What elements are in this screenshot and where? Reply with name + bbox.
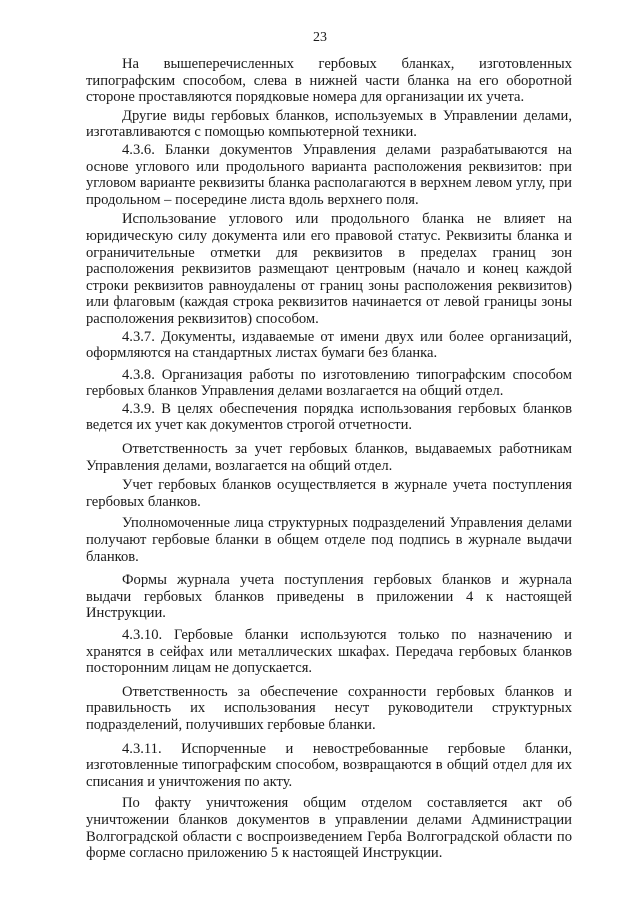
paragraph-4-3-10: 4.3.10. Гербовые бланки используются только по назначению и хранятся в сейфах или металлических шкафах. Передача гербовых бланков посторонним лицам не допускается. [86, 627, 572, 677]
paragraph-safekeeping-responsibility: Ответственность за обеспечение сохранности гербовых бланков и правильность их использования несут руководители структурных подразделений, получивших гербовые бланки. [86, 683, 572, 733]
paragraph-computer-blanks: Другие виды гербовых бланков, используемых в Управлении делами, изготавливаются с помощью компьютерной техники. [86, 107, 572, 141]
paragraph-blank-legal-force: Использование углового или продольного бланка не влияет на юридическую силу документа или его правовой статус. Реквизиты бланка и ограничительные отметки для реквизитов в пределах границ зон расположения реквизитов размещают центровым (начало и конец каждой строки реквизитов равноудалены от границ зоны расположения реквизитов) или флаговым (каждая строка реквизитов начинается от левой границы зоны расположения реквизитов) способом. [86, 211, 572, 327]
paragraph-4-3-8: 4.3.8. Организация работы по изготовлению типографским способом гербовых бланков Управления делами возлагается на общий отдел. [86, 366, 572, 400]
paragraph-authorized-persons: Уполномоченные лица структурных подразделений Управления делами получают гербовые бланки в общем отделе под подпись в журнале выдачи бланков. [86, 515, 572, 565]
paragraph-4-3-11: 4.3.11. Испорченные и невостребованные гербовые бланки, изготовленные типографским способом, возвращаются в общий отдел для их списания и уничтожения по акту. [86, 740, 572, 790]
paragraph-destruction-act: По факту уничтожения общим отделом составляется акт об уничтожении бланков документов в управлении делами Администрации Волгоградской области с воспроизведением Герба Волгоградской области по форме согласно приложению 5 к настоящей Инструкции. [86, 795, 572, 862]
paragraph-4-3-6: 4.3.6. Бланки документов Управления делами разрабатываются на основе углового или продольного варианта расположения реквизитов: при угловом варианте реквизиты бланка располагаются в верхнем левом углу, при продольном – посередине листа вдоль верхнего поля. [86, 141, 572, 208]
paragraph-4-3-9: 4.3.9. В целях обеспечения порядка использования гербовых бланков ведется их учет как документов строгой отчетности. [86, 400, 572, 434]
paragraph-numbering-note: На вышеперечисленных гербовых бланках, изготовленных типографским способом, слева в нижней части бланка на его оборотной стороне проставляются порядковые номера для организации их учета. [86, 56, 572, 106]
page-number: 23 [313, 30, 327, 45]
document-body [86, 56, 572, 862]
paragraph-receipt-journal: Учет гербовых бланков осуществляется в журнале учета поступления гербовых бланков. [86, 477, 572, 510]
paragraph-accounting-responsibility: Ответственность за учет гербовых бланков, выдаваемых работникам Управления делами, возлагается на общий отдел. [86, 441, 572, 474]
paragraph-4-3-7: 4.3.7. Документы, издаваемые от имени двух или более организаций, оформляются на стандартных листах бумаги без бланка. [86, 328, 572, 362]
paragraph-journal-forms: Формы журнала учета поступления гербовых бланков и журнала выдачи гербовых бланков приведены в приложении 4 к настоящей Инструкции. [86, 572, 572, 622]
